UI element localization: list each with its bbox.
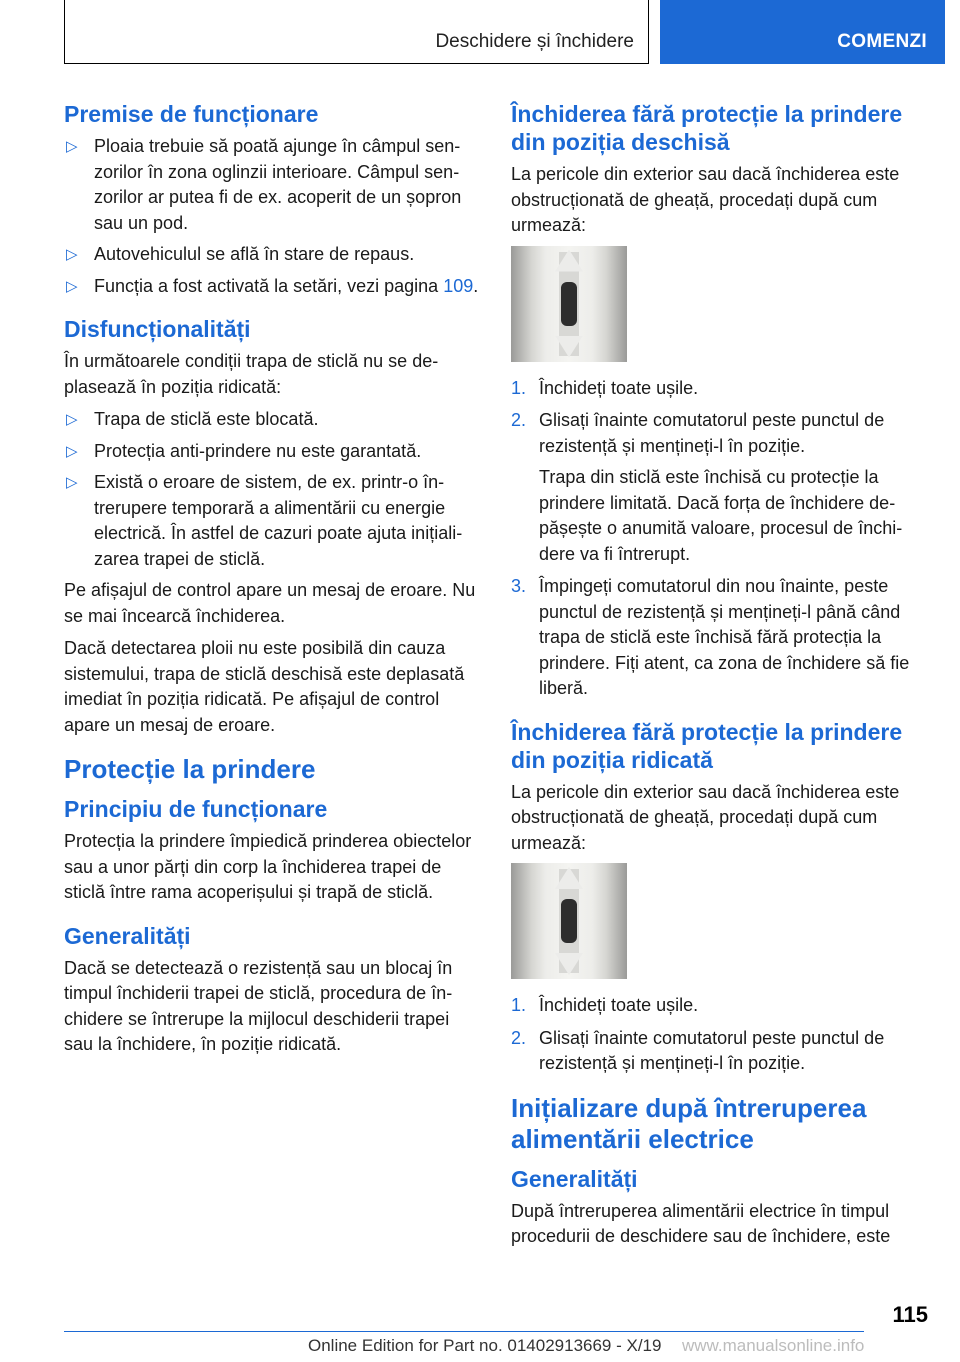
disf-list bbox=[64, 407, 479, 572]
edition-text: Online Edition for Part no. 01402913669 - X/19 bbox=[308, 1336, 662, 1355]
open-intro: La pericole din exterior sau dacă închiderea este obstrucționată de gheață, procedați după cum urmează: bbox=[511, 164, 900, 235]
raised-heading: Închiderea fără protecție la prindere din poziția ridicată bbox=[511, 718, 903, 773]
list-item: 1. Închideți toate ușile. bbox=[511, 377, 699, 398]
triangle-bullet-icon: ▷ bbox=[66, 277, 78, 295]
header-section-box bbox=[64, 0, 649, 64]
list-item: ▷ Există o eroare de sistem, de ex. printr-o întrerupere temporară a alimentării cu energie electrică. În astfel de cazuri poate ajuta inițializarea trapei de sticlă. bbox=[66, 472, 463, 569]
disf-paragraph-1: Pe afișajul de control apare un mesaj de eroare. Nu se mai încearcă închiderea. bbox=[64, 580, 476, 626]
princ-text: Protecția la prindere împiedică prinderea obiectelor sau a unor părți din corp la închiderea trapei de sticlă între rama acoperișului și trapă de sticlă. bbox=[64, 831, 472, 902]
roof-switch-icon bbox=[561, 899, 577, 943]
left-column bbox=[64, 100, 479, 1065]
section-title: Deschidere și închidere bbox=[435, 31, 634, 52]
init-gen-heading: Generalități bbox=[511, 1165, 638, 1192]
triangle-bullet-icon: ▷ bbox=[66, 246, 78, 263]
gen-heading: Generalități bbox=[64, 922, 191, 949]
page-link[interactable]: 109 bbox=[443, 275, 474, 296]
triangle-bullet-icon: ▷ bbox=[66, 138, 78, 155]
open-steps bbox=[511, 376, 931, 702]
step-note: Trapa din sticlă este închisă cu protecție la prindere limitată. Dacă forța de închidere depășește o anumită valoare, procesul de închidere va fi întrerupt. bbox=[539, 467, 903, 564]
premise-list bbox=[64, 134, 479, 299]
init-heading: Inițializare după întreruperea alimentării electrice bbox=[511, 1092, 867, 1154]
gen-text: Dacă se detectează o rezistență sau un blocaj în timpul închiderii trapei de sticlă, procedura de închidere se întrerupe la mijlocul deschiderii trapei sau la închidere, în poziție ridicată. bbox=[64, 957, 453, 1054]
disf-intro: În următoarele condiții trapa de sticlă nu se deplasează în poziția ridicată: bbox=[64, 351, 439, 397]
list-item: 1. Închideți toate ușile. bbox=[511, 995, 699, 1015]
princ-heading: Principiu de funcționare bbox=[64, 796, 328, 822]
open-heading: Închiderea fără protecție la prindere din poziția deschisă bbox=[511, 101, 903, 155]
list-item: ▷ Ploaia trebuie să poată ajunge în câmpul senzorilor în zona oglinzii interioare. Câmpul senzorilor ar putea fi de ex. acoperit de un șopron sau un pod. bbox=[66, 136, 462, 233]
init-text: După întreruperea alimentării electrice în timpul procedurii de deschidere sau de închidere, este bbox=[511, 1200, 891, 1246]
roof-switch-icon bbox=[561, 282, 577, 326]
list-item: 2. Glisați înainte comutatorul peste punctul de rezistență și mențineți-l în poziție. bbox=[511, 1027, 885, 1073]
triangle-bullet-icon: ▷ bbox=[66, 442, 78, 460]
switch-photo bbox=[511, 246, 627, 362]
raised-intro: La pericole din exterior sau dacă închiderea este obstrucționată de gheață, procedați după cum urmează: bbox=[511, 781, 900, 853]
right-column bbox=[511, 100, 931, 1257]
page-number: 115 bbox=[892, 1302, 928, 1327]
premise-heading: Premise de funcționare bbox=[64, 101, 319, 127]
footer-divider bbox=[64, 1331, 864, 1332]
chapter-tab-label: COMENZI bbox=[837, 31, 927, 52]
list-item: ▷ Funcția a fost activată la setări, vezi pagina 109. bbox=[64, 274, 479, 300]
disf-paragraph-2: Dacă detectarea ploii nu este posibilă din cauza sistemului, trapa de sticlă deschisă este deplasată imediat în poziția ridicată. Pe afișajul de control apare un mesaj de eroare. bbox=[64, 638, 465, 735]
prot-heading: Protecție la prindere bbox=[64, 754, 316, 784]
triangle-bullet-icon: ▷ bbox=[66, 411, 78, 428]
raised-steps bbox=[511, 993, 931, 1077]
list-item: 2. Glisați înainte comutatorul peste punctul de rezistență și mențineți-l în poziție. Trapa din sticlă este închisă cu protecție la prindere limitată. Dacă forța de închidere depășește o anumită valoare, procesul de închidere va fi întrerupt. bbox=[511, 408, 931, 567]
list-item: 3. Împingeți comutatorul din nou înainte, peste punctul de rezistență și mențineți-l până când trapa de sticlă este închisă fără protecția la prindere. Fiți atent, ca zona de închidere să fie liberă. bbox=[511, 576, 910, 698]
list-item: ▷ Autovehiculul se află în stare de repaus. bbox=[64, 242, 479, 268]
list-item: ▷ Protecția anti-prindere nu este garantată. bbox=[64, 439, 479, 465]
switch-photo bbox=[511, 863, 627, 979]
list-item: ▷ Trapa de sticlă este blocată. bbox=[64, 407, 479, 433]
watermark: www.manualsonline.info bbox=[682, 1336, 865, 1355]
triangle-bullet-icon: ▷ bbox=[66, 474, 78, 491]
disf-heading: Disfuncționalități bbox=[64, 316, 251, 342]
chapter-tab[interactable] bbox=[660, 0, 945, 64]
